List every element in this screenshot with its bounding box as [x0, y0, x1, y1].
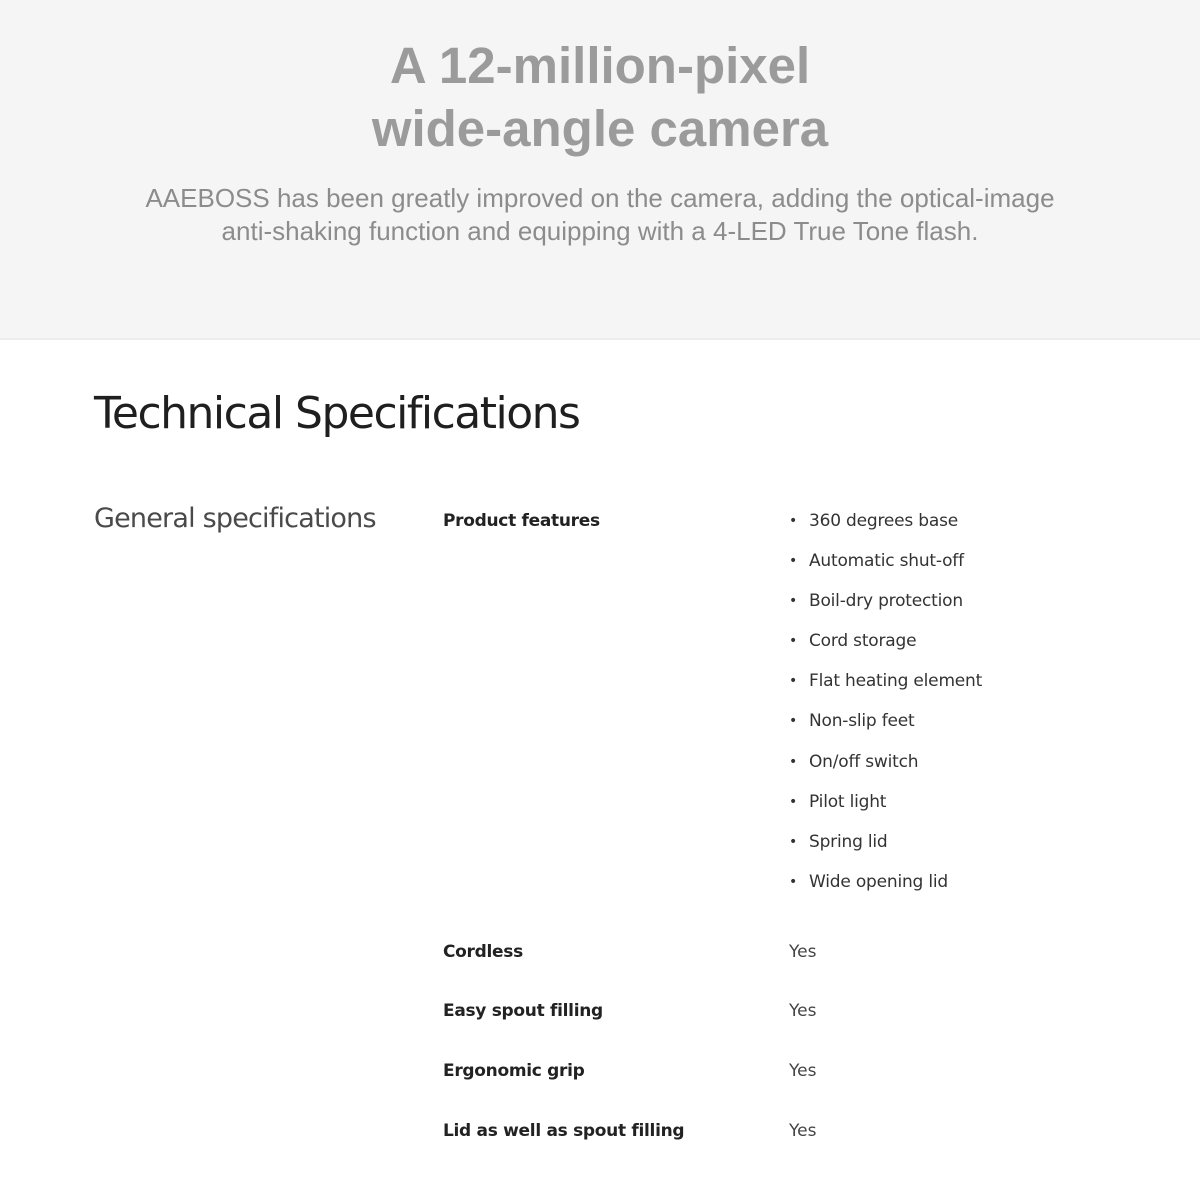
feature-item: [789, 628, 982, 668]
feature-text: Wide opening lid: [809, 871, 948, 892]
spec-group-label: General specifications: [94, 503, 376, 534]
feature-item: [789, 829, 982, 869]
spec-row-label: Easy spout filling: [443, 1001, 603, 1021]
bullet-icon: •: [789, 873, 798, 890]
feature-text: Pilot light: [809, 791, 887, 812]
feature-text: 360 degrees base: [809, 511, 959, 531]
spec-row-label: Cordless: [443, 942, 523, 962]
hero-title-line-1: A 12-million-pixel: [389, 37, 811, 94]
feature-text: Boil-dry protection: [809, 591, 963, 612]
spec-row-value: Yes: [789, 1061, 817, 1081]
feature-item: [789, 708, 982, 748]
hero-title: [0, 34, 1200, 160]
hero-title-line-2: wide-angle camera: [371, 100, 829, 157]
section-divider: [0, 338, 1200, 340]
spec-section-title: Technical Specifications: [94, 388, 580, 439]
spec-row-easy-spout-filling: [443, 998, 1143, 1028]
spec-row-value: Yes: [789, 1001, 817, 1021]
feature-text: Non-slip feet: [809, 711, 915, 732]
feature-text: Flat heating element: [809, 671, 983, 692]
bullet-icon: •: [789, 673, 798, 690]
feature-item: [789, 588, 982, 628]
feature-item: [789, 869, 982, 909]
feature-text: Cord storage: [809, 631, 917, 652]
spec-row-lid-and-spout-filling: [443, 1118, 1143, 1148]
spec-row-label: Lid as well as spout filling: [443, 1121, 685, 1141]
bullet-icon: •: [789, 513, 798, 529]
feature-text: On/off switch: [809, 751, 919, 772]
hero-subtitle: [0, 182, 1200, 248]
feature-text: Spring lid: [809, 831, 888, 852]
hero-subtitle-line-1: AAEBOSS has been greatly improved on the camera, adding the optical-image: [145, 183, 1055, 213]
feature-item: [789, 668, 982, 708]
bullet-icon: •: [789, 753, 798, 770]
feature-text: Automatic shut-off: [809, 551, 964, 572]
bullet-icon: •: [789, 593, 798, 610]
hero-subtitle-line-2: anti-shaking function and equipping with a 4-LED True Tone flash.: [221, 216, 979, 246]
feature-item: [789, 789, 982, 829]
bullet-icon: •: [789, 633, 798, 650]
feature-item: [789, 548, 982, 588]
bullet-icon: •: [789, 793, 798, 810]
bullet-icon: •: [789, 713, 798, 730]
spec-row-value: Yes: [789, 1121, 817, 1141]
bullet-icon: •: [789, 553, 798, 570]
product-features-label: Product features: [443, 511, 600, 531]
hero-banner: [0, 0, 1200, 338]
feature-item: [789, 749, 982, 789]
spec-row-cordless: [443, 939, 1143, 969]
feature-item: [789, 508, 982, 548]
spec-row-value: Yes: [789, 942, 817, 962]
spec-row-ergonomic-grip: [443, 1058, 1143, 1088]
spec-row-label: Ergonomic grip: [443, 1061, 585, 1081]
bullet-icon: •: [789, 833, 798, 850]
product-features-list: [789, 508, 982, 909]
